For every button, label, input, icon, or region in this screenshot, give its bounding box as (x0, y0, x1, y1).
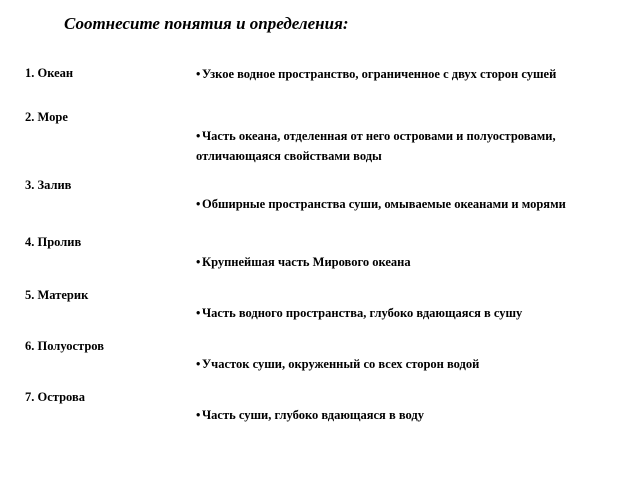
bullet-icon: • (196, 255, 201, 269)
bullet-icon: • (196, 197, 201, 211)
definition-text: Обширные пространства суши, омываемые океанами и морями (202, 197, 566, 211)
definition-text: Часть водного пространства, глубоко вдающаяся в сушу (202, 306, 523, 320)
term-gulf: 3. Залив (25, 178, 72, 192)
definition-item (196, 126, 626, 166)
bullet-icon: • (196, 306, 201, 320)
definition-text: Узкое водное пространство, ограниченное с двух сторон сушей (202, 67, 557, 81)
bullet-icon: • (196, 67, 201, 81)
term-islands: 7. Острова (25, 390, 85, 404)
definition-text: Крупнейшая часть Мирового океана (202, 255, 411, 269)
bullet-icon: • (196, 357, 201, 371)
bullet-icon: • (196, 129, 201, 143)
term-ocean: 1. Океан (25, 66, 74, 80)
term-sea: 2. Море (25, 110, 68, 124)
definition-text: Часть суши, глубоко вдающаяся в воду (202, 408, 424, 422)
term-peninsula: 6. Полуостров (25, 339, 104, 353)
definition-item (196, 354, 626, 374)
page-title: Соотнесите понятия и определения: (64, 14, 349, 33)
term-continent: 5. Материк (25, 288, 89, 302)
definition-item (196, 252, 626, 272)
definition-text: Участок суши, окруженный со всех сторон водой (202, 357, 480, 371)
bullet-icon: • (196, 408, 201, 422)
definition-text: Часть океана, отделенная от него островами и полуостровами, отличающаяся свойствами воды (196, 129, 556, 163)
definition-item (196, 194, 626, 214)
term-strait: 4. Пролив (25, 235, 82, 249)
definition-item (196, 405, 626, 425)
definition-item (196, 64, 626, 84)
definition-item (196, 303, 626, 323)
